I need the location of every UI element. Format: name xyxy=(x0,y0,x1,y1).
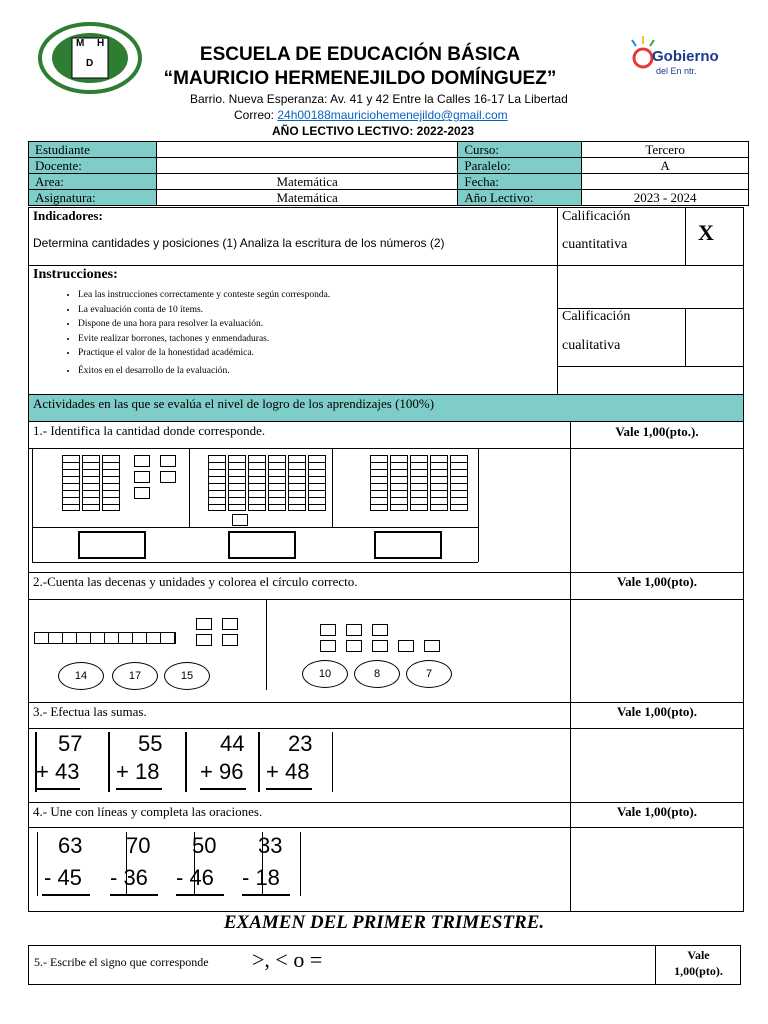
school-title-line2: “MAURICIO HERMENEJILDO DOMÍNGUEZ” xyxy=(163,68,557,89)
calif-cuantitativa-line1: Calificación xyxy=(562,209,631,224)
anio-lectivo-value: 2023 - 2024 xyxy=(582,190,749,206)
estudiante-label: Estudiante xyxy=(29,142,157,158)
q4-sub-4-bottom: - 18 xyxy=(242,865,280,890)
q4-sub-1-bottom: - 45 xyxy=(44,865,82,890)
q4-sub-3-top: 50 xyxy=(192,833,217,858)
q4-vale: Vale 1,00(pto). xyxy=(616,804,698,819)
instruccion-item: • La evaluación conta de 10 ítems. xyxy=(78,303,578,318)
government-logo-sub: del En ntr. xyxy=(656,66,697,76)
government-logo xyxy=(628,34,748,84)
divider-mark-column-2 xyxy=(685,308,686,366)
divider-q3-head xyxy=(28,728,744,729)
divider-q2 xyxy=(28,572,744,573)
q2-option-b-1[interactable]: 10 xyxy=(302,660,348,688)
q4-figure xyxy=(30,830,310,902)
email-line xyxy=(234,108,508,122)
q5-vale-line1: Vale xyxy=(687,948,710,962)
q4-sub-1-top: 63 xyxy=(58,833,83,858)
curso-value: Tercero xyxy=(582,142,749,158)
exam-title: EXAMEN DEL PRIMER TRIMESTRE. xyxy=(223,912,545,933)
q2-figure xyxy=(32,600,472,696)
calif-cuantitativa-line2: cuantitativa xyxy=(562,237,628,252)
q4-sub-2-bottom: - 36 xyxy=(110,865,148,890)
q1-vale: Vale 1,00(pto.). xyxy=(615,424,699,439)
q2-option-a-3[interactable]: 15 xyxy=(164,662,210,690)
divider-q3 xyxy=(28,702,744,703)
q3-figure xyxy=(30,730,340,796)
q4-sub-4-top: 33 xyxy=(258,833,283,858)
calif-cualitativa-line1: Calificación xyxy=(562,309,631,324)
q4-sub-2-top: 70 xyxy=(126,833,151,858)
q5-signs: >, < o = xyxy=(252,947,323,972)
divider-q4-head xyxy=(28,827,744,828)
logo-letter-h: H xyxy=(97,38,105,49)
estudiante-field[interactable] xyxy=(156,142,458,158)
school-address: Barrio. Nueva Esperanza: Av. 41 y 42 Entre la Calles 16-17 La Libertad xyxy=(190,92,568,106)
paralelo-value: A xyxy=(582,158,749,174)
curso-label: Curso: xyxy=(458,142,582,158)
indicadores-text: Determina cantidades y posiciones (1) Analiza la escritura de los números (2) xyxy=(33,236,445,250)
instruccion-item: • Practique el valor de la honestidad académica. xyxy=(78,346,578,361)
government-logo-main: Gobierno xyxy=(652,48,719,65)
asignatura-label: Asignatura: xyxy=(29,190,157,206)
school-title-line1: ESCUELA DE EDUCACIÓN BÁSICA xyxy=(199,44,521,65)
area-label: Area: xyxy=(29,174,157,190)
fecha-field[interactable] xyxy=(582,174,749,190)
area-value: Matemática xyxy=(156,174,458,190)
q1-figure xyxy=(32,449,480,562)
actividades-text: Actividades en las que se evalúa el nivel de logro de los aprendizajes (100%) xyxy=(33,396,435,411)
q4-sub-3-bottom: - 46 xyxy=(176,865,214,890)
actividades-bar xyxy=(28,394,744,422)
q4-text: 4.- Une con líneas y completa las oraciones. xyxy=(33,804,263,819)
anio-lectivo-label: Año Lectivo: xyxy=(458,190,582,206)
q3-sum-3-top: 44 xyxy=(220,731,245,756)
asignatura-value: Matemática xyxy=(156,190,458,206)
q3-text: 3.- Efectua las sumas. xyxy=(33,704,147,719)
email-link[interactable]: 24h00188mauriciohemenejildo@gmail.com xyxy=(277,108,508,122)
divider-indicadores xyxy=(28,265,744,266)
q3-sum-2-bottom: + 18 xyxy=(116,759,160,784)
instruccion-item: • Dispone de una hora para resolver la evaluación. xyxy=(78,317,578,332)
q3-sum-3-bottom: + 96 xyxy=(200,759,244,784)
q2-text: 2.-Cuenta las decenas y unidades y colorea el círculo correcto. xyxy=(33,574,358,589)
q1-answer-box-3[interactable] xyxy=(374,531,442,559)
school-year: AÑO LECTIVO LECTIVO: 2022-2023 xyxy=(272,124,475,138)
divider-grade-2 xyxy=(557,366,744,367)
docente-field[interactable] xyxy=(156,158,458,174)
q2-option-b-2[interactable]: 8 xyxy=(354,660,400,688)
docente-label: Docente: xyxy=(29,158,157,174)
q3-sum-2-top: 55 xyxy=(138,731,163,756)
q2-option-a-1[interactable]: 14 xyxy=(58,662,104,690)
q1-text: 1.- Identifica la cantidad donde corresponde. xyxy=(33,423,266,438)
instrucciones-list xyxy=(34,288,578,378)
student-info-table xyxy=(28,141,749,206)
q2-vale: Vale 1,00(pto). xyxy=(616,574,698,589)
q3-sum-1-top: 57 xyxy=(58,731,83,756)
q3-sum-4-top: 23 xyxy=(288,731,313,756)
divider-mark-column-1 xyxy=(685,207,686,265)
q5-text: 5.- Escribe el signo que corresponde xyxy=(34,955,209,969)
q3-sum-4-bottom: + 48 xyxy=(266,759,310,784)
divider-vale-column xyxy=(570,421,571,912)
logo-letter-m: M xyxy=(76,38,85,49)
instruccion-item: • Éxitos en el desarrollo de la evaluación. xyxy=(78,364,578,379)
divider-q4 xyxy=(28,802,744,803)
q3-sum-1-bottom: + 43 xyxy=(36,759,80,784)
fecha-label: Fecha: xyxy=(458,174,582,190)
q2-option-a-2[interactable]: 17 xyxy=(112,662,158,690)
grade-mark: X xyxy=(698,220,714,245)
q1-answer-box-2[interactable] xyxy=(228,531,296,559)
q2-option-b-3[interactable]: 7 xyxy=(406,660,452,688)
instrucciones-title: Instrucciones: xyxy=(33,267,118,282)
q5-vale-line2: 1,00(pto). xyxy=(674,964,723,978)
q3-vale: Vale 1,00(pto). xyxy=(616,704,698,719)
email-label: Correo: xyxy=(234,108,275,122)
paralelo-label: Paralelo: xyxy=(458,158,582,174)
q1-answer-box-1[interactable] xyxy=(78,531,146,559)
instruccion-item: • Lea las instrucciones correctamente y conteste según corresponda. xyxy=(78,288,578,303)
indicadores-title: Indicadores: xyxy=(33,208,103,223)
logo-letter-d: D xyxy=(86,58,94,69)
instruccion-item: • Evite realizar borrones, tachones y enmendaduras. xyxy=(78,332,578,347)
calif-cualitativa-line2: cualitativa xyxy=(562,338,621,353)
